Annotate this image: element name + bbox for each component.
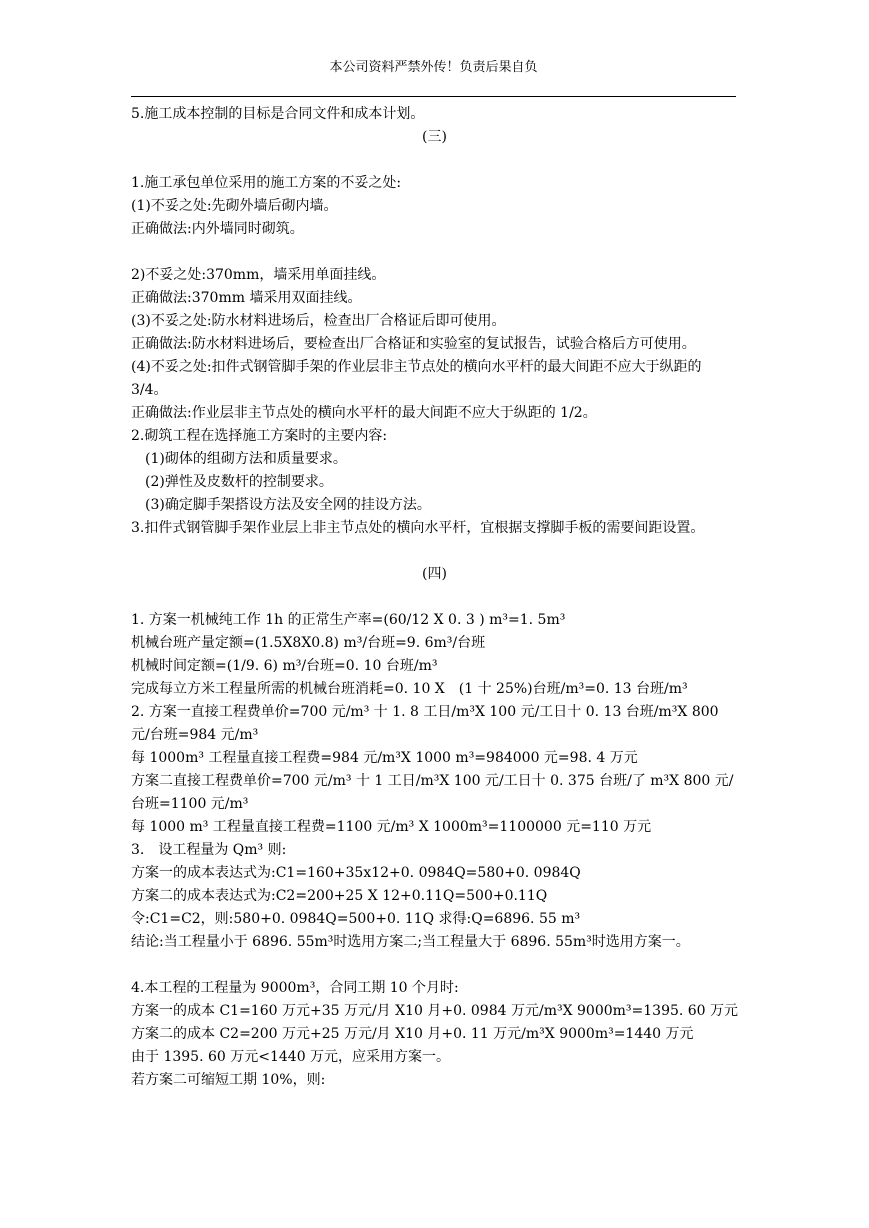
- header-rule: [131, 96, 736, 97]
- paragraph: 5.施工成本控制的目标是合同文件和成本计划。: [131, 106, 425, 122]
- paragraph: 2. 方案一直接工程费单价=700 元/m³ 十 1. 8 工日/m³X 100 元/工日十 0. 13 台班/m³X 800 元/台班=984 元/m³: [131, 704, 719, 743]
- paragraph: 机械台班产量定额=(1.5X8X0.8) m³/台班=9. 6m³/台班: [131, 635, 486, 651]
- spacer: [131, 586, 738, 609]
- spacer: [131, 540, 738, 563]
- paragraph: 结论:当工程量小于 6896. 55m³时选用方案二;当工程量大于 6896. 55m³时选用方案一。: [131, 934, 690, 950]
- paragraph: 1. 方案一机械纯工作 1h 的正常生产率=(60/12 X 0. 3 ) m³=1. 5m³: [131, 612, 566, 628]
- list-item: (2)弹性及皮数杆的控制要求。: [145, 474, 333, 490]
- paragraph: 正确做法:防水材料进场后，要检查出厂合格证和实验室的复试报告，试验合格后方可使用。: [131, 336, 696, 352]
- spacer: [131, 149, 738, 172]
- paragraph: 完成每立方米工程量所需的机械台班消耗=0. 10 X (1 十 25%)台班/m³=0. 13 台班/m³: [131, 681, 688, 697]
- paragraph: 正确做法:内外墙同时砌筑。: [131, 221, 304, 237]
- paragraph: 方案二的成本表达式为:C2=200+25 X 12+0.11Q=500+0.11Q: [131, 888, 548, 904]
- section-heading: (四): [422, 566, 447, 582]
- paragraph: 若方案二可缩短工期 10%，则:: [131, 1072, 326, 1088]
- spacer: [131, 241, 738, 264]
- list-item: (1)砌体的组砌方法和质量要求。: [145, 451, 347, 467]
- list-item: (3)确定脚手架搭设方法及安全网的挂设方法。: [145, 497, 431, 513]
- paragraph: (4)不妥之处:扣件式钢管脚手架的作业层非主节点处的横向水平杆的最大间距不应大于纵距的 3/4。: [131, 359, 702, 398]
- paragraph: 由于 1395. 60 万元<1440 万元，应采用方案一。: [131, 1049, 451, 1065]
- document-body: [131, 103, 738, 1092]
- page-header: 本公司资料严禁外传！负责后果自负: [329, 60, 538, 75]
- paragraph: (3)不妥之处:防水材料进场后，检查出厂合格证后即可使用。: [131, 313, 506, 329]
- paragraph: 机械时间定额=(1/9. 6) m³/台班=0. 10 台班/m³: [131, 658, 438, 674]
- paragraph: (1)不妥之处:先砌外墙后砌内墙。: [131, 198, 338, 214]
- paragraph: 正确做法:370mm 墙采用双面挂线。: [131, 290, 362, 306]
- paragraph: 4.本工程的工程量为 9000m³，合同工期 10 个月时:: [131, 980, 459, 996]
- paragraph: 正确做法:作业层非主节点处的横向水平杆的最大间距不应大于纵距的 1/2。: [131, 405, 597, 421]
- paragraph: 每 1000m³ 工程量直接工程费=984 元/m³X 1000 m³=984000 元=98. 4 万元: [131, 750, 638, 766]
- paragraph: 1.施工承包单位采用的施工方案的不妥之处:: [131, 175, 402, 191]
- paragraph: 3.扣件式钢管脚手架作业层上非主节点处的横向水平杆，宜根据支撑脚手板的需要间距设置。: [131, 520, 705, 536]
- spacer: [131, 954, 738, 977]
- section-heading: (三): [422, 129, 447, 145]
- paragraph: 3. 设工程量为 Qm³ 则:: [131, 842, 287, 858]
- paragraph: 方案一的成本 C1=160 万元+35 万元/月 X10 月+0. 0984 万元/m³X 9000m³=1395. 60 万元: [131, 1003, 739, 1019]
- paragraph: 每 1000 m³ 工程量直接工程费=1100 元/m³ X 1000m³=1100000 元=110 万元: [131, 819, 652, 835]
- paragraph: 方案二的成本 C2=200 万元+25 万元/月 X10 月+0. 11 万元/m³X 9000m³=1440 万元: [131, 1026, 694, 1042]
- paragraph: 2)不妥之处:370mm，墙采用单面挂线。: [131, 267, 386, 283]
- paragraph: 令:C1=C2，则:580+0. 0984Q=500+0. 11Q 求得:Q=6896. 55 m³: [131, 911, 581, 927]
- paragraph: 2.砌筑工程在选择施工方案时的主要内容:: [131, 428, 388, 444]
- paragraph: 方案一的成本表达式为:C1=160+35x12+0. 0984Q=580+0. 0984Q: [131, 865, 581, 881]
- paragraph: 方案二直接工程费单价=700 元/m³ 十 1 工日/m³X 100 元/工日十 0. 375 台班/了 m³X 800 元/台班=1100 元/m³: [131, 773, 734, 812]
